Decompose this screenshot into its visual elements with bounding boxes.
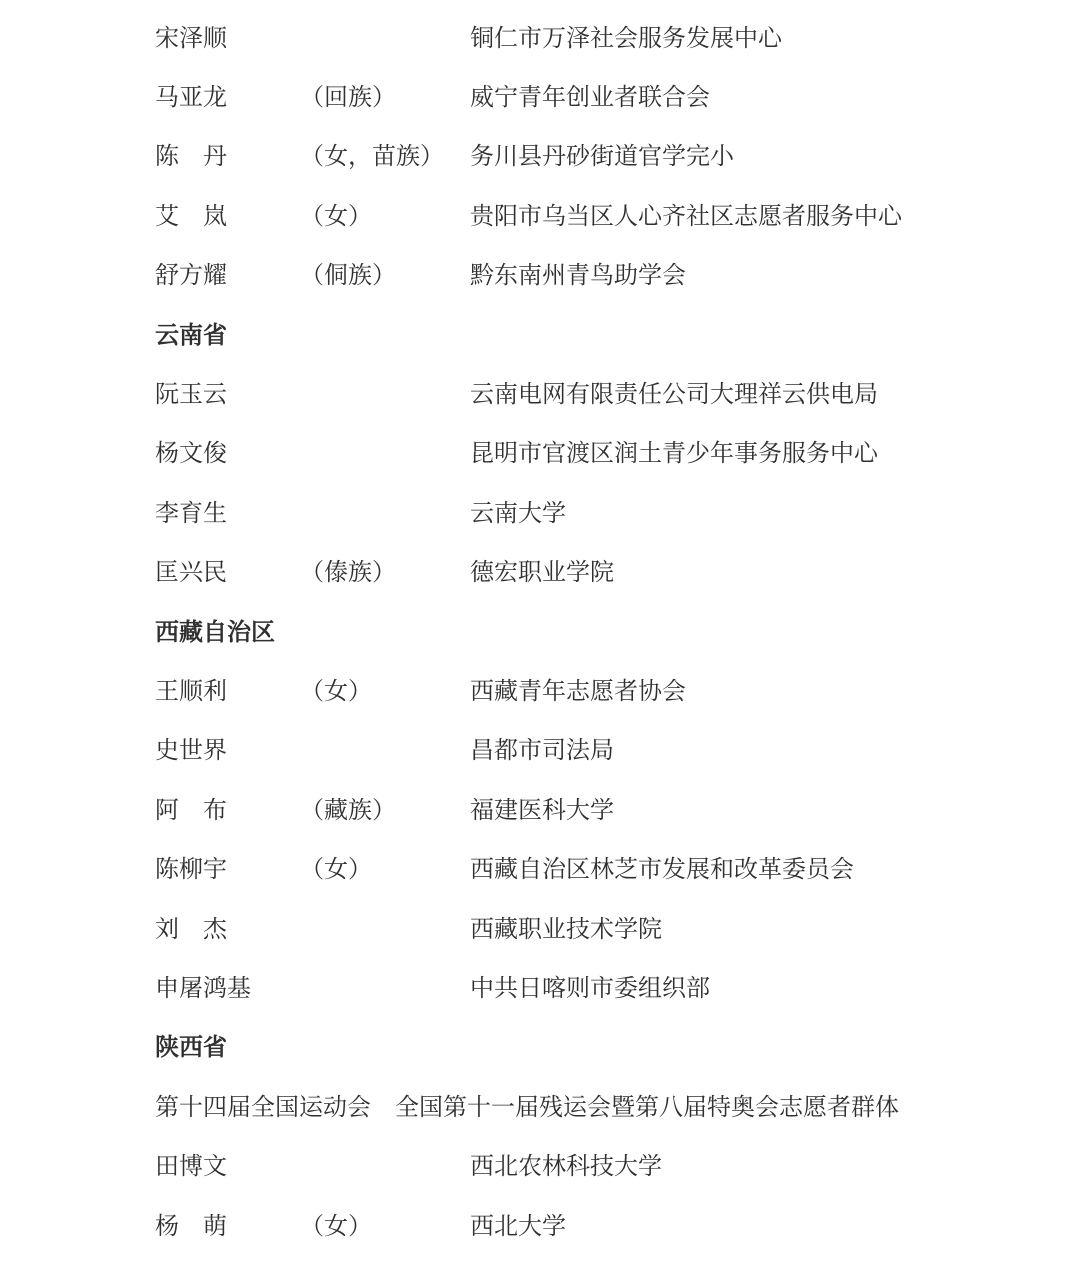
organization: 西藏自治区林芝市发展和改革委员会: [470, 857, 854, 884]
list-item: [155, 247, 1040, 306]
gender-ethnicity-note: （侗族）: [300, 263, 396, 290]
province-section-header: [155, 1019, 1040, 1078]
organization: 贵阳市乌当区人心齐社区志愿者服务中心: [470, 203, 902, 230]
organization: 云南电网有限责任公司大理祥云供电局: [470, 382, 878, 409]
person-name: 阮玉云: [155, 382, 227, 409]
list-item: [155, 425, 1040, 484]
person-name: 史世界: [155, 738, 227, 765]
province-name: 西藏自治区: [155, 619, 275, 646]
gender-ethnicity-note: （傣族）: [300, 560, 396, 587]
list-item: [155, 187, 1040, 246]
person-name: 杨 萌: [155, 1213, 227, 1240]
province-section-header: [155, 306, 1040, 365]
list-item: [155, 365, 1040, 424]
gender-ethnicity-note: （女）: [300, 1213, 372, 1240]
list-item: [155, 484, 1040, 543]
organization: 昆明市官渡区润土青少年事务服务中心: [470, 441, 878, 468]
list-item: [155, 722, 1040, 781]
list-item: [155, 9, 1040, 68]
gender-ethnicity-note: （回族）: [300, 85, 396, 112]
organization: 西藏职业技术学院: [470, 916, 662, 943]
gender-ethnicity-note: （女）: [300, 203, 372, 230]
person-name: 李育生: [155, 500, 227, 527]
list-item: [155, 959, 1040, 1018]
gender-ethnicity-note: （女）: [300, 678, 372, 705]
list-item: [155, 68, 1040, 127]
gender-ethnicity-note: （女，苗族）: [300, 144, 444, 171]
list-item: [155, 1137, 1040, 1196]
name-list: [155, 9, 1040, 1256]
organization: 西北农林科技大学: [470, 1154, 662, 1181]
person-name: 匡兴民: [155, 560, 227, 587]
organization: 西藏青年志愿者协会: [470, 678, 686, 705]
person-name: 刘 杰: [155, 916, 227, 943]
person-name: 陈柳宇: [155, 857, 227, 884]
province-name: 陕西省: [155, 1035, 227, 1062]
group-entry-label: 第十四届全国运动会 全国第十一届残运会暨第八届特奥会志愿者群体: [155, 1094, 899, 1121]
group-entry: [155, 1078, 1040, 1137]
organization: 西北大学: [470, 1213, 566, 1240]
person-name: 马亚龙: [155, 85, 227, 112]
organization: 威宁青年创业者联合会: [470, 85, 710, 112]
organization: 云南大学: [470, 500, 566, 527]
list-item: [155, 840, 1040, 899]
province-section-header: [155, 603, 1040, 662]
organization: 黔东南州青鸟助学会: [470, 263, 686, 290]
organization: 务川县丹砂街道官学完小: [470, 144, 734, 171]
person-name: 宋泽顺: [155, 25, 227, 52]
person-name: 申屠鸿基: [155, 975, 251, 1002]
organization: 德宏职业学院: [470, 560, 614, 587]
organization: 福建医科大学: [470, 797, 614, 824]
person-name: 舒方耀: [155, 263, 227, 290]
person-name: 田博文: [155, 1154, 227, 1181]
person-name: 艾 岚: [155, 203, 227, 230]
list-item: [155, 781, 1040, 840]
list-item: [155, 544, 1040, 603]
list-item: [155, 662, 1040, 721]
organization: 铜仁市万泽社会服务发展中心: [470, 25, 782, 52]
person-name: 王顺利: [155, 678, 227, 705]
organization: 中共日喀则市委组织部: [470, 975, 710, 1002]
person-name: 阿 布: [155, 797, 227, 824]
province-name: 云南省: [155, 322, 227, 349]
organization: 昌都市司法局: [470, 738, 614, 765]
list-item: [155, 900, 1040, 959]
list-item: [155, 1197, 1040, 1256]
list-item: [155, 128, 1040, 187]
gender-ethnicity-note: （藏族）: [300, 797, 396, 824]
person-name: 杨文俊: [155, 441, 227, 468]
gender-ethnicity-note: （女）: [300, 857, 372, 884]
person-name: 陈 丹: [155, 144, 227, 171]
